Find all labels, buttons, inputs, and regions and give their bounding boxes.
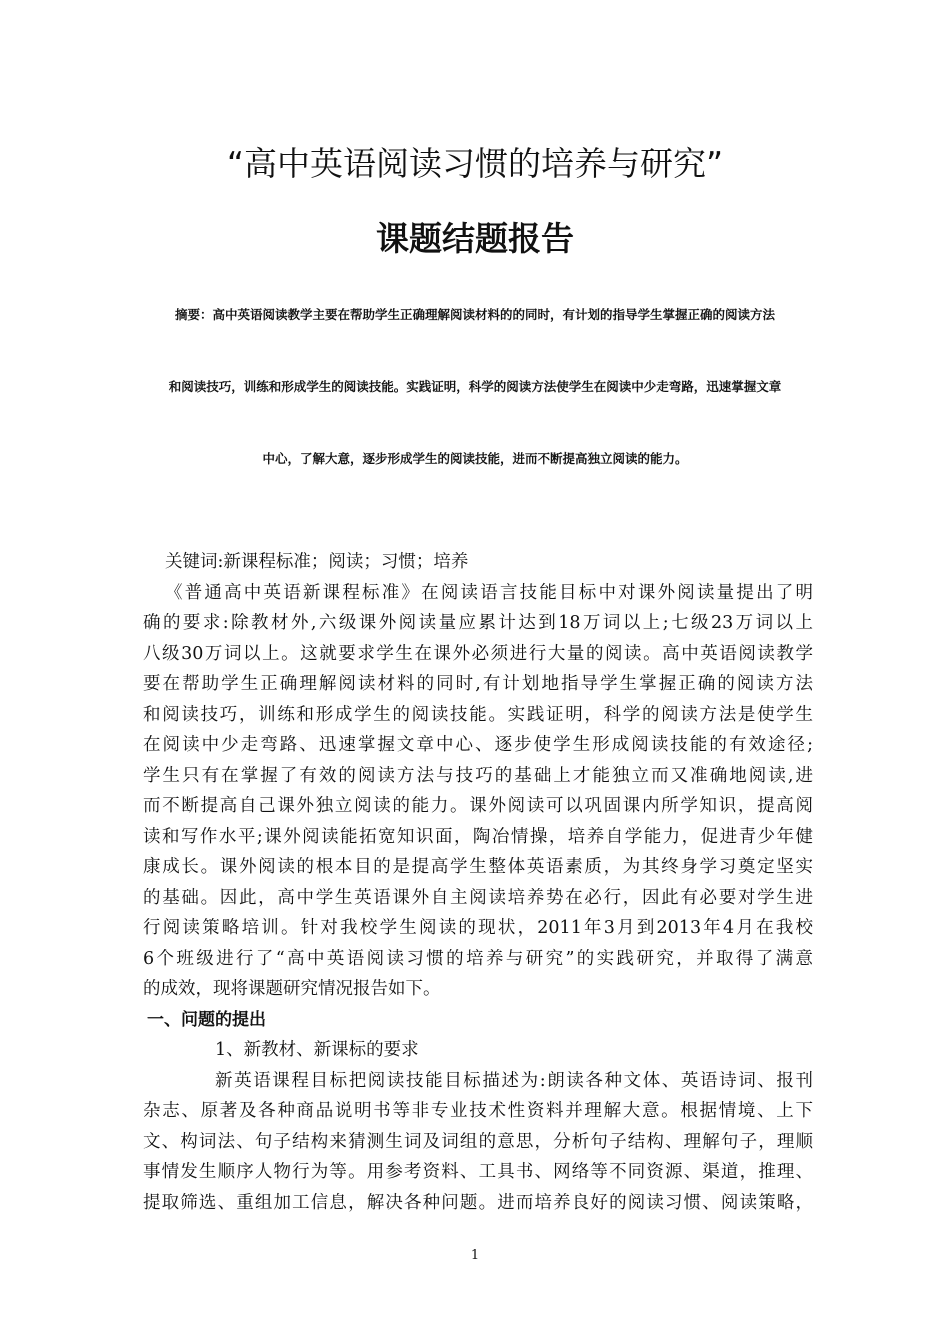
paragraph-line: 学生只有在掌握了有效的阅读方法与技巧的基础上才能独立而又准确地阅读,进	[143, 765, 813, 786]
paragraph-line: 6个班级进行了“高中英语阅读习惯的培养与研究”的实践研究，并取得了满意	[143, 948, 813, 969]
paragraph-line: 在阅读中少走弯路、迅速掌握文章中心、逐步使学生形成阅读技能的有效途径;	[143, 735, 813, 755]
paragraph-line: 行阅读策略培训。针对我校学生阅读的现状，2011年3月到2013年4月在我校	[143, 918, 813, 938]
report-body	[143, 547, 813, 1218]
paragraph-line: 《普通高中英语新课程标准》在阅读语言技能目标中对课外阅读量提出了明	[165, 582, 813, 603]
keywords-line: 关键词:新课程标准；阅读；习惯；培养	[165, 552, 469, 572]
paragraph-line: 而不断提高自己课外独立阅读的能力。课外阅读可以巩固课内所学知识，提高阅	[143, 796, 813, 816]
abstract-line: 中心，了解大意，逐步形成学生的阅读技能，进而不断提高独立阅读的能力。	[262, 451, 688, 466]
paragraph-line: 的成效，现将课题研究情况报告如下。	[143, 979, 441, 999]
paragraph-line: 要在帮助学生正确理解阅读材料的同时,有计划地指导学生掌握正确的阅读方法	[143, 674, 813, 694]
subsection-heading: 1、新教材、新课标的要求	[215, 1040, 419, 1060]
report-title: “高中英语阅读习惯的培养与研究”	[226, 144, 724, 183]
paragraph-line: 新英语课程目标把阅读技能目标描述为:朗读各种文体、英语诗词、报刊	[215, 1070, 813, 1091]
paragraph-line: 确的要求:除教材外,六级课外阅读量应累计达到18万词以上;七级23万词以上	[143, 613, 813, 633]
paragraph-line: 的基础。因此，高中学生英语课外自主阅读培养势在必行，因此有必要对学生进	[143, 887, 813, 908]
paragraph-line: 康成长。课外阅读的根本目的是提高学生整体英语素质，为其终身学习奠定坚实	[143, 857, 813, 877]
report-subtitle: 课题结题报告	[376, 219, 574, 258]
paragraph-line: 读和写作水平;课外阅读能拓宽知识面，陶冶情操，培养自学能力，促进青少年健	[143, 826, 813, 847]
abstract-line: 和阅读技巧，训练和形成学生的阅读技能。实践证明，科学的阅读方法使学生在阅读中少走弯路，迅速掌握文章	[168, 379, 782, 394]
section-heading: 一、问题的提出	[147, 1009, 266, 1030]
paragraph-line: 八级30万词以上。这就要求学生在课外必须进行大量的阅读。高中英语阅读教学	[143, 643, 813, 664]
paragraph-line: 杂志、原著及各种商品说明书等非专业技术性资料并理解大意。根据情境、上下	[143, 1101, 813, 1121]
paragraph-line: 和阅读技巧，训练和形成学生的阅读技能。实践证明，科学的阅读方法是使学生	[143, 704, 813, 725]
page-number: 1	[470, 1248, 480, 1263]
paragraph-line: 事情发生顺序人物行为等。用参考资料、工具书、网络等不同资源、渠道，推理、	[143, 1162, 813, 1182]
paragraph-line: 文、构词法、句子结构来猜测生词及词组的意思，分析句子结构、理解句子，理顺	[143, 1131, 813, 1152]
paragraph-line: 提取筛选、重组加工信息，解决各种问题。进而培养良好的阅读习惯、阅读策略，	[143, 1192, 813, 1213]
abstract-line: 摘要：高中英语阅读教学主要在帮助学生正确理解阅读材料的的同时，有计划的指导学生掌握正确的阅读方法	[174, 307, 775, 322]
